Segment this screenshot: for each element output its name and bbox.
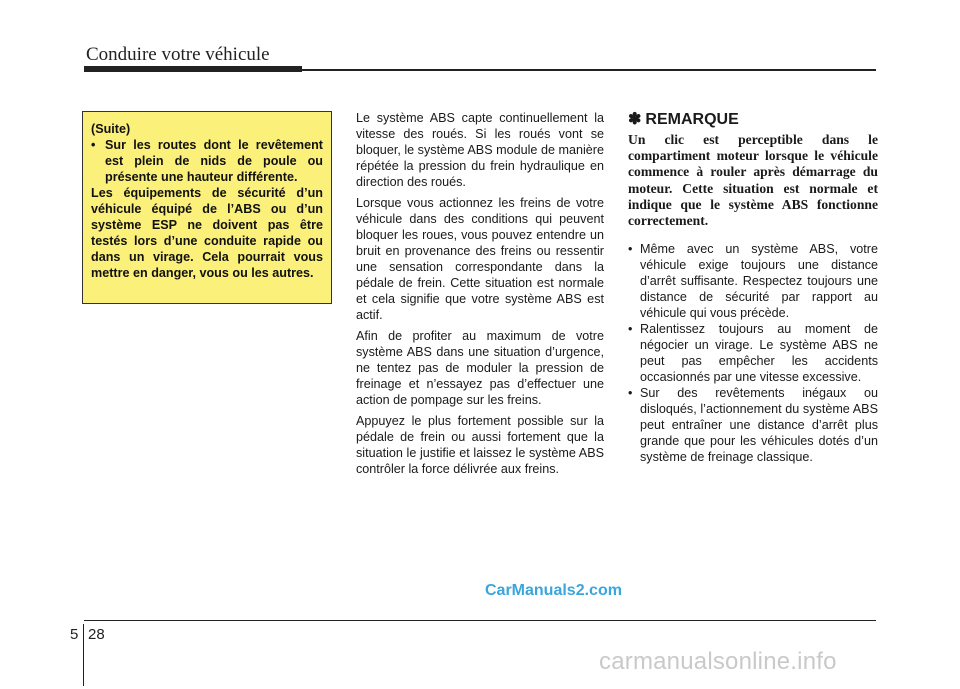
bullet-icon: • [91, 138, 96, 152]
bullet-icon: • [628, 242, 633, 257]
note-item-text: Même avec un système ABS, votre véhicule exige toujours une distance d’arrêt suffisante. Respectez toujours une distance de sécurité par rapport au véhicule qui vous précède. [640, 242, 878, 321]
abs-paragraph-4: Appuyez le plus fortement possible sur la pédale de frein ou aussi fortement que la situation le justifie et laissez le système ABS contrôler la force délivrée aux freins. [356, 414, 604, 476]
abs-paragraph-1: Le système ABS capte continuellement la vitesse des roués. Si les roués vont se bloquer, le système ABS module de manière répétée la pression du frein hydraulique en direction des roués. [356, 111, 604, 189]
note-heading-label: REMARQUE [645, 111, 739, 128]
list-item [628, 241, 878, 321]
page-number: 28 [88, 626, 105, 643]
bullet-icon: • [628, 386, 633, 401]
warning-bullet [91, 137, 323, 185]
abs-description-column [356, 110, 604, 482]
watermark-carmanuals2: CarManuals2.com [485, 582, 622, 599]
warning-box [82, 111, 332, 304]
note-item-text: Ralentissez toujours au moment de négocier un virage. Le système ABS ne peut pas empêcher les accidents occasionnés par une vitesse excessive. [640, 322, 878, 385]
abs-paragraph-2: Lorsque vous actionnez les freins de votre véhicule dans des conditions qui peuvent bloquer les roues, vous pouvez entendre un bruit en provenance des freins ou ressentir une sensation correspondante dans la pédale de frein. Cette situation est normale et cela signifie que votre système ABS est actif. [356, 196, 604, 322]
asterisk-icon: ✽ [628, 111, 642, 128]
watermark-carmanualsonline: carmanualsonline.info [599, 648, 837, 675]
bullet-icon: • [628, 322, 633, 337]
note-item-text: Sur des revêtements inégaux ou disloqués, l’actionnement du système ABS peut entraîner une distance d’arrêt plus grande que pour les véhicules dotés d’un système de freinage classique. [640, 386, 878, 465]
list-item [628, 385, 878, 465]
note-heading [628, 110, 878, 130]
footer-tick-line [83, 624, 84, 686]
abs-paragraph-3: Afin de profiter au maximum de votre système ABS dans une situation d’urgence, ne tentez pas de moduler la pression de freinage et n’essayez pas d’effectuer une action de pompage sur les freins. [356, 329, 604, 407]
warning-suite-label: (Suite) [91, 122, 131, 136]
chapter-number: 5 [70, 626, 79, 643]
list-item [628, 321, 878, 385]
header-rule-thick [84, 66, 302, 72]
note-bold-text: Un clic est perceptible dans le compartiment moteur lorsque le véhicule commence à rouler après démarrage du moteur. Cette situation est normale et indique que le système ABS fonctionne correctement. [628, 132, 878, 229]
warning-paragraph: Les équipements de sécurité d’un véhicule équipé de l’ABS ou d’un système ESP ne doivent pas être testés lors d’une conduite rapide ou dans un virage. Cela pourrait vous mettre en danger, vous ou les autres. [91, 186, 323, 280]
note-column [628, 110, 878, 465]
header-rule-thin [302, 69, 876, 71]
page-header-title: Conduire votre véhicule [86, 44, 270, 65]
footer-rule [84, 620, 876, 621]
note-list [628, 241, 878, 465]
warning-bullet-text: Sur les routes dont le revêtement est plein de nids de poule ou présente une hauteur différente. [105, 138, 323, 184]
